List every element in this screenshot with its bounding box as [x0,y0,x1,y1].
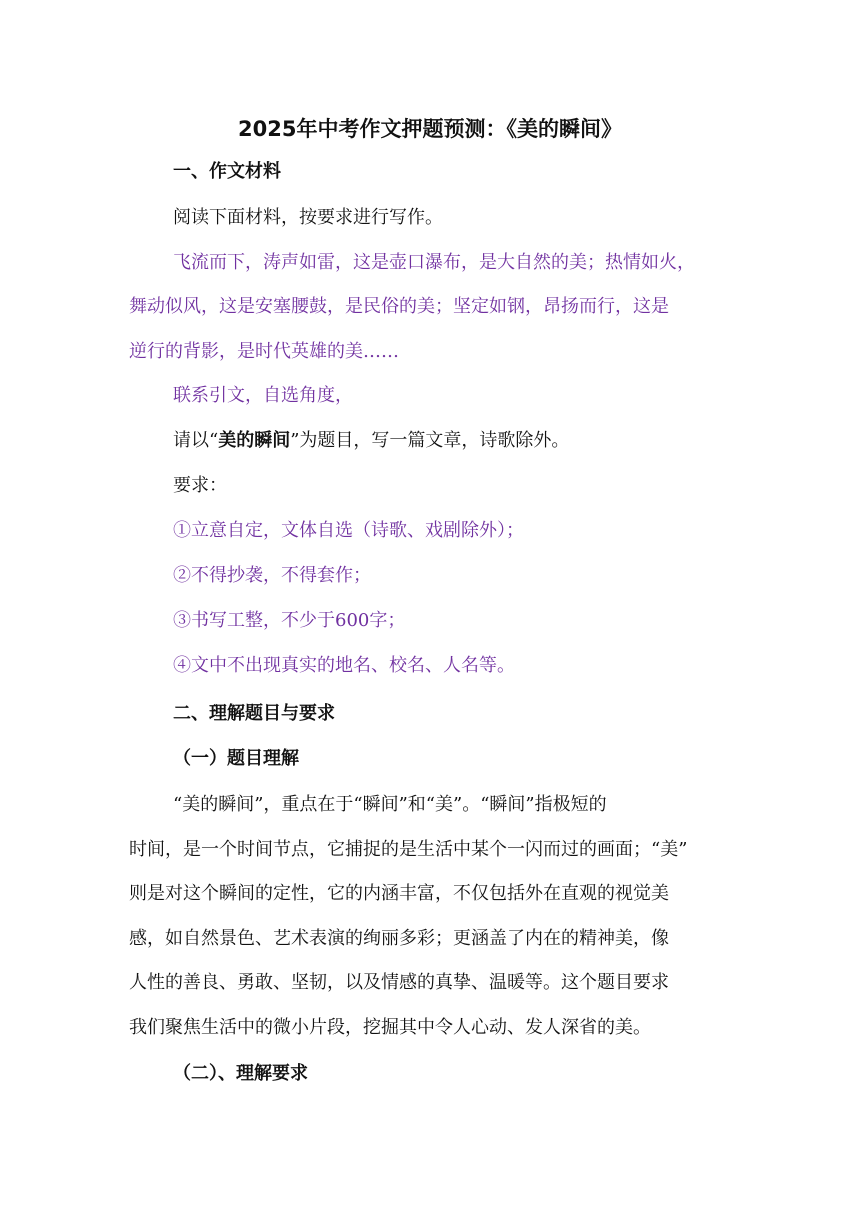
material-line-1: 飞流而下，涛声如雷，这是壶口瀑布，是大自然的美；热情如火， [173,252,695,273]
analysis-line-3: 则是对这个瞬间的定性，它的内涵丰富，不仅包括外在直观的视觉美 [129,883,669,904]
material-line-2: 舞动似风，这是安塞腰鼓，是民俗的美；坚定如钢，昂扬而行，这是 [129,296,669,317]
analysis-line-2: 时间，是一个时间节点，它捕捉的是生活中某个一闪而过的画面；“美” [129,839,688,860]
analysis-line-5: 人性的善良、勇敢、坚韧，以及情感的真挚、温暖等。这个题目要求 [129,972,669,993]
prompt-post: ”为题目，写一篇文章，诗歌除外。 [290,430,570,451]
section-heading-material: 一、作文材料 [173,161,281,182]
link-text: 联系引文，自选角度， [173,385,353,406]
section-heading-understanding: 二、理解题目与要求 [173,703,335,724]
material-line-3: 逆行的背影，是时代英雄的美…… [129,341,399,362]
requirement-item: ③书写工整，不少于600字； [173,610,406,631]
page-title: 2025年中考作文押题预测：《美的瞬间》 [238,117,622,141]
prompt-pre: 请以“ [173,430,219,451]
analysis-line-1: “美的瞬间”，重点在于“瞬间”和“美”。“瞬间”指极短的 [173,794,607,815]
subsection-heading-requirements: （二）、理解要求 [173,1063,308,1084]
requirement-item: ①立意自定，文体自选（诗歌、戏剧除外）； [173,520,524,541]
instruction-text: 阅读下面材料，按要求进行写作。 [173,207,443,228]
prompt-line [173,429,569,453]
subsection-heading-topic: （一）题目理解 [173,748,299,769]
requirement-item: ②不得抄袭，不得套作； [173,565,371,586]
requirement-item: ④文中不出现真实的地名、校名、人名等。 [173,655,515,676]
requirements-label: 要求： [173,475,227,496]
prompt-topic: 美的瞬间 [218,430,291,451]
analysis-line-6: 我们聚焦生活中的微小片段，挖掘其中令人心动、发人深省的美。 [129,1017,651,1038]
analysis-line-4: 感，如自然景色、艺术表演的绚丽多彩；更涵盖了内在的精神美，像 [129,928,669,949]
